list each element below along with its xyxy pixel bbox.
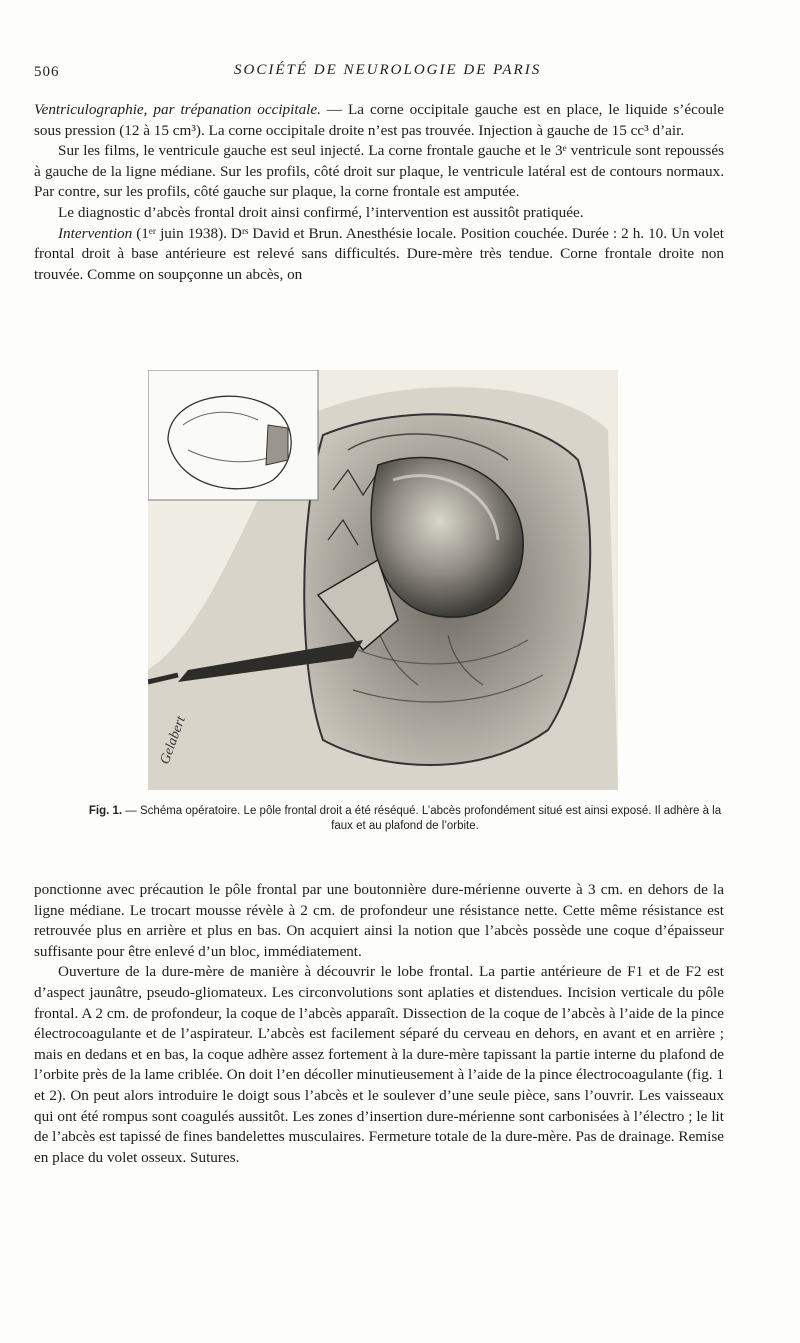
figure-caption bbox=[80, 804, 730, 834]
paragraph bbox=[34, 880, 724, 962]
paragraph-text: Le diagnostic d’abcès frontal droit ainsi confirmé, l’intervention est aussitôt pratiquée. bbox=[58, 203, 584, 221]
text-block-bottom bbox=[34, 880, 724, 1168]
caption-text: — Schéma opératoire. Le pôle frontal droit a été réséqué. L’abcès profondément situé est ainsi exposé. Il adhère à la faux et au plafond de l’orbite. bbox=[122, 805, 722, 832]
text-block-top bbox=[34, 100, 724, 285]
running-title: SOCIÉTÉ DE NEUROLOGIE DE PARIS bbox=[234, 62, 542, 78]
paragraph bbox=[34, 962, 724, 1168]
paragraph-text: ponctionne avec précaution le pôle frontal par une boutonnière dure-mérienne ouverte à 3 cm. en dehors de la ligne médiane. Le trocart mousse révèle à 2 cm. de profondeur une résistance nette. Cette même résistance est retrouvée plus en arrière et plus en bas. On acquiert ainsi la notion que l’abcès possède une coque d’épaisseur suffisante pour être enlevé d’un bloc, immédiatement. bbox=[34, 881, 724, 960]
paragraph-lead: Ventriculographie, par trépanation occipitale. bbox=[34, 101, 321, 118]
caption-label: Fig. 1. bbox=[88, 805, 123, 817]
paragraph-text: — La corne occipitale gauche est en place, le liquide s’écoule sous pression (12 à 15 cm³). La corne occipitale droite n’est pas trouvée. Injection à gauche de 15 cc³ d’air. bbox=[34, 101, 724, 139]
paragraph bbox=[34, 203, 724, 224]
paragraph-text: Ouverture de la dure-mère de manière à découvrir le lobe frontal. La partie antérieure de F1 et de F2 est d’aspect jaunâtre, pseudo-gliomateux. Les circonvolutions sont aplaties et distendues. Incision verticale du pôle frontal. A 2 cm. de profondeur, la coque de l’abcès apparaît. Dissection de la coque de l’abcès à l’aide de la pince électrocoagulante et de l’aspirateur. L’abcès est facilement séparé du cerveau en dehors, en avant et en arrière ; mais en dedans et en bas, la coque adhère assez fortement à la dure-mère tapissant la partie interne du plafond de l’orbite près de la lame criblée. On doit l’en décoller minutieusement à l’aide de la pince électrocoagulante (fig. 1 et 2). On peut alors introduire le doigt sous l’abcès et le soulever d’une seule pièce, sans l’ouvrir. Les vaisseaux qui ont été rompus sont coagulés aussitôt. Les zones d’insertion dure-mérienne sont carbonisées à l’électro ; le lit de l’abcès est tapissé de fines bandelettes musculaires. Fermeture totale de la dure-mère. Pas de drainage. Remise en place du volet osseux. Sutures. bbox=[34, 963, 724, 1166]
paragraph bbox=[34, 141, 724, 203]
paragraph-text: (1ᵉʳ juin 1938). Dʳˢ David et Brun. Anesthésie locale. Position couchée. Durée : 2 h. 10. Un volet frontal droit à base antérieure est relevé sans difficultés. Dure-mère très tendue. Corne frontale droite non trouvée. Comme on soupçonne un abcès, on bbox=[34, 224, 724, 283]
paragraph-text: Sur les films, le ventricule gauche est seul injecté. La corne frontale gauche et le 3ᵉ ventricule sont repoussés à gauche de la ligne médiane. Sur les profils, côté droit sur plaque, le ventricule latéral est de contours normaux. Par contre, sur les profils, côté gauche sur plaque, la corne frontale est amputée. bbox=[34, 142, 724, 201]
illustrator-signature: Gelabert bbox=[157, 714, 189, 767]
surgical-illustration bbox=[148, 370, 618, 790]
paragraph-lead: Intervention bbox=[58, 224, 133, 242]
page-number: 506 bbox=[34, 64, 60, 80]
running-header bbox=[34, 60, 724, 84]
paragraph bbox=[34, 100, 724, 141]
paragraph bbox=[34, 224, 724, 286]
